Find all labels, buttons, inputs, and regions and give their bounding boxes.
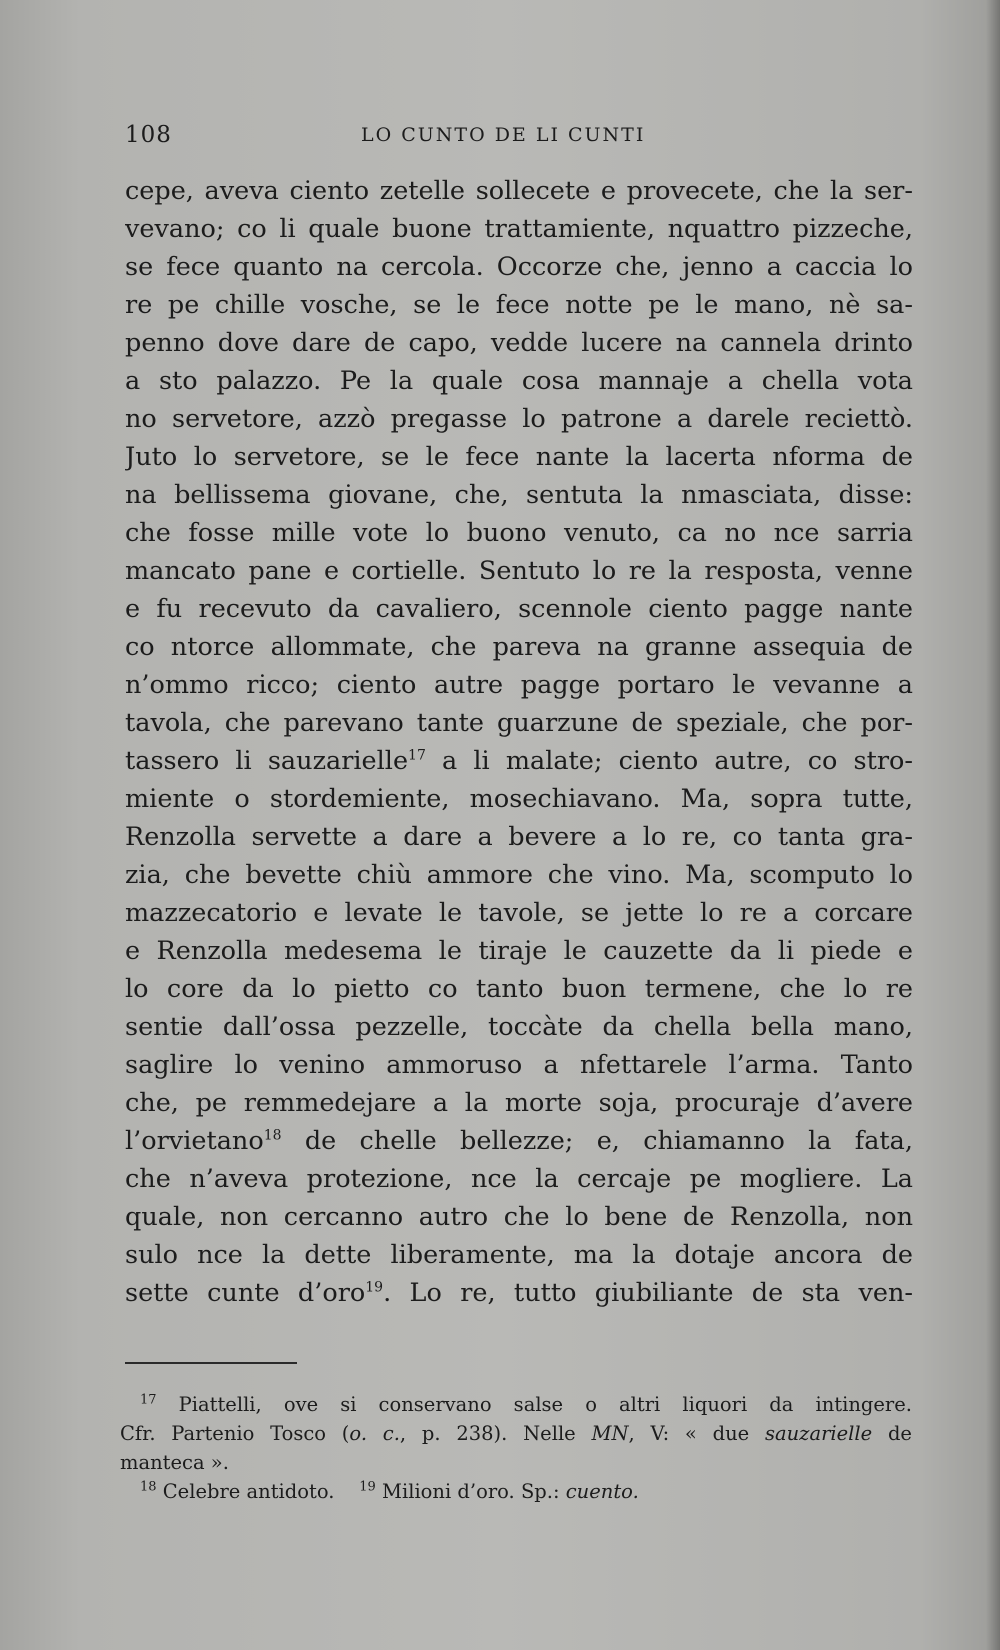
text-line: che n’aveva protezione, nce la cercaje pe mogliere. La — [125, 1164, 913, 1194]
text-segment: de chelle bellezze; e, chiamanno la fata, — [281, 1126, 913, 1156]
footnote-divider — [125, 1362, 297, 1364]
text-segment: l’orvietano — [125, 1126, 264, 1156]
text-line: che, pe remmedejare a la morte soja, procuraje d’avere — [125, 1088, 913, 1118]
running-title: LO CUNTO DE LI CUNTI — [361, 124, 646, 146]
footnote-ref-19: 19 — [365, 1279, 384, 1296]
text-line: se fece quanto na cercola. Occorze che, jenno a caccia lo — [125, 252, 913, 282]
footnote-text: manteca ». — [120, 1451, 229, 1474]
text-line: no servetore, azzò pregasse lo patrone a darele reciettò. — [125, 404, 913, 434]
body-text — [125, 172, 913, 1312]
text-segment: . Lo re, tutto giubiliante de sta ven- — [383, 1278, 913, 1308]
footnote-text: Milioni d’oro. Sp.: — [382, 1480, 566, 1503]
footnote-ref-18: 18 — [263, 1127, 282, 1144]
footnotes — [120, 1390, 912, 1506]
text-line: mancato pane e cortielle. Sentuto lo re la resposta, venne — [125, 556, 913, 586]
footnote-italic: cuento. — [565, 1480, 639, 1503]
footnote-mark-17: 17 — [140, 1392, 157, 1408]
text-line: Juto lo servetore, se le fece nante la lacerta nforma de — [125, 442, 913, 472]
footnote-17-line — [120, 1419, 912, 1448]
footnote-mark-18: 18 — [140, 1479, 157, 1495]
footnote-text: , p. 238). Nelle — [399, 1422, 592, 1445]
text-segment: tassero li sauzarielle — [125, 746, 409, 776]
text-line: quale, non cercanno autro che lo bene de Renzolla, non — [125, 1202, 913, 1232]
footnote-text: Celebre antidoto. — [162, 1480, 335, 1503]
footnote-17-line — [120, 1448, 912, 1477]
text-line: zia, che bevette chiù ammore che vino. Ma, scomputo lo — [125, 860, 913, 890]
text-line-with-footnote-ref — [125, 742, 913, 780]
footnote-italic: o. c. — [349, 1422, 400, 1445]
text-line: vevano; co li quale buone trattamiente, nquattro pizzeche, — [125, 214, 913, 244]
page-number: 108 — [125, 122, 172, 148]
text-line: sulo nce la dette liberamente, ma la dotaje ancora de — [125, 1240, 913, 1270]
text-line-with-footnote-ref — [125, 1274, 913, 1312]
footnote-italic: sauzarielle — [764, 1422, 873, 1445]
text-line: re pe chille vosche, se le fece notte pe le mano, nè sa- — [125, 290, 913, 320]
footnote-italic: MN — [591, 1422, 629, 1445]
text-line: Renzolla servette a dare a bevere a lo re, co tanta gra- — [125, 822, 913, 852]
footnote-text: , V: « due — [628, 1422, 765, 1445]
footnote-17-line — [120, 1390, 912, 1419]
footnote-text: Piattelli, ove si conservano salse o altri liquori da intingere. — [178, 1393, 912, 1416]
footnote-text: de — [872, 1422, 912, 1445]
text-line: e Renzolla medesema le tiraje le cauzette da li piede e — [125, 936, 913, 966]
footnote-mark-19: 19 — [359, 1479, 376, 1495]
text-segment: a li malate; ciento autre, co stro- — [425, 746, 913, 776]
text-line: co ntorce allommate, che pareva na granne assequia de — [125, 632, 913, 662]
page-header — [125, 122, 913, 156]
footnote-18-19-line — [120, 1477, 912, 1506]
text-line: e fu recevuto da cavaliero, scennole ciento pagge nante — [125, 594, 913, 624]
text-segment: sette cunte d’oro — [125, 1278, 366, 1308]
text-line: lo core da lo pietto co tanto buon termene, che lo re — [125, 974, 913, 1004]
footnote-ref-17: 17 — [408, 747, 426, 764]
text-line: miente o stordemiente, mosechiavano. Ma, sopra tutte, — [125, 784, 913, 814]
text-line: cepe, aveva ciento zetelle sollecete e provecete, che la ser- — [125, 176, 913, 206]
text-line: tavola, che parevano tante guarzune de speziale, che por- — [125, 708, 913, 738]
text-line-with-footnote-ref — [125, 1122, 913, 1160]
text-line: penno dove dare de capo, vedde lucere na cannela drinto — [125, 328, 913, 358]
text-line: a sto palazzo. Pe la quale cosa mannaje a chella vota — [125, 366, 913, 396]
text-line: sentie dall’ossa pezzelle, toccàte da chella bella mano, — [125, 1012, 913, 1042]
text-line: mazzecatorio e levate le tavole, se jette lo re a corcare — [125, 898, 913, 928]
footnote-text: Cfr. Partenio Tosco ( — [120, 1422, 350, 1445]
text-line: na bellissema giovane, che, sentuta la nmasciata, disse: — [125, 480, 913, 510]
page-edge-shadow — [986, 0, 1000, 1650]
text-line: n’ommo ricco; ciento autre pagge portaro le vevanne a — [125, 670, 913, 700]
text-line: che fosse mille vote lo buono venuto, ca no nce sarria — [125, 518, 913, 548]
text-line: saglire lo venino ammoruso a nfettarele l’arma. Tanto — [125, 1050, 913, 1080]
